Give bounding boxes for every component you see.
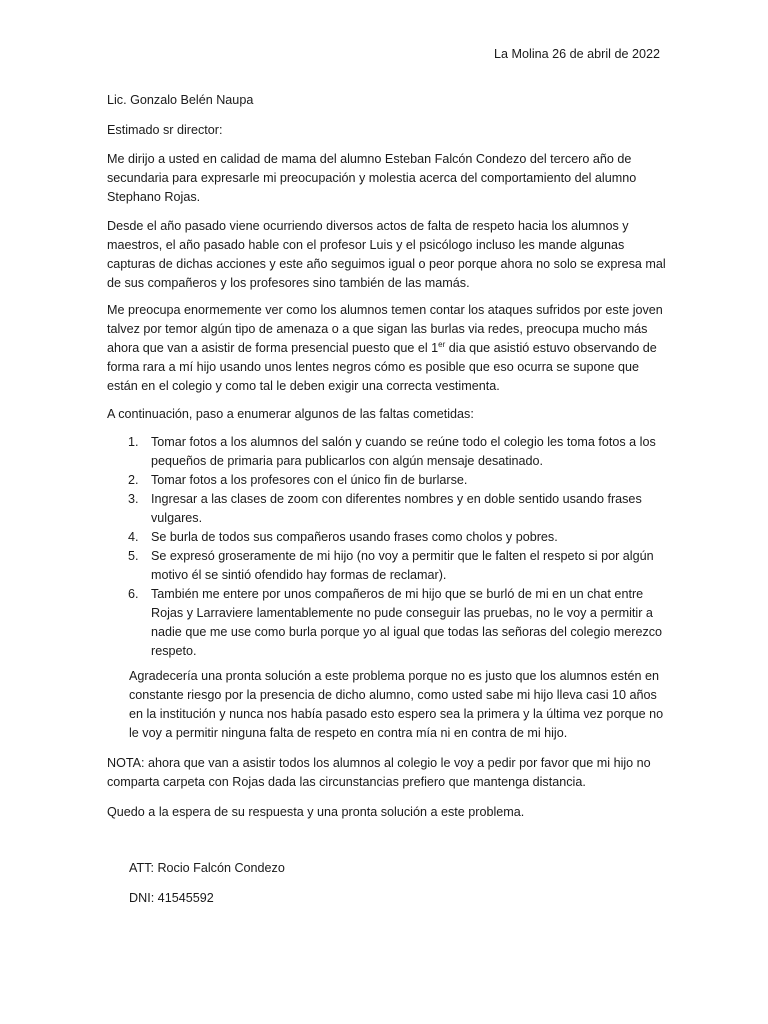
- list-item: [107, 490, 667, 528]
- list-item-number: 6.: [128, 587, 139, 601]
- paragraph-history: Desde el año pasado viene ocurriendo diversos actos de falta de respeto hacia los alumnos y maestros, el año pasado hable con el profesor Luis y el psicólogo incluso les mande algunas capturas de dichas acciones y este año seguimos igual o peor porque ahora no solo se expresa mal de sus compañeros y los profesores sino también de las mamás.: [107, 219, 666, 290]
- date-line: La Molina 26 de abril de 2022: [494, 47, 660, 61]
- signature-att: ATT: Rocio Falcón Condezo: [129, 861, 285, 875]
- list-item-text: Se expresó groseramente de mi hijo (no voy a permitir que le falten el respeto si por algún motivo él se sintió ofendido hay formas de reclamar).: [151, 549, 654, 582]
- paragraph-concern: [107, 301, 667, 396]
- list-intro: A continuación, paso a enumerar algunos de las faltas cometidas:: [107, 407, 474, 421]
- signature-dni: DNI: 41545592: [129, 891, 214, 905]
- list-item: [107, 585, 667, 661]
- awaiting-response: Quedo a la espera de su respuesta y una pronta solución a este problema.: [107, 805, 525, 819]
- closing-paragraph: Agradecería una pronta solución a este problema porque no es justo que los alumnos estén en constante riesgo por la presencia de dicho alumno, como usted sabe mi hijo lleva casi 10 años en la institución y nunca nos había pasado esto espero sea la primera y la última vez porque no le voy a permitir ninguna falta de respeto en contra mía ni en contra de mi hijo.: [129, 669, 664, 740]
- list-item-number: 5.: [128, 549, 139, 563]
- ordinal-superscript: er: [438, 340, 446, 349]
- list-item-number: 4.: [128, 530, 139, 544]
- paragraph-concern-part2: dia que asistió estuvo observando de forma rara a mí hijo usando unos lentes negros cómo es posible que eso ocurra se supone que están en el colegio y como tal le deben exigir una correcta vestimenta.: [107, 341, 657, 393]
- list-item-number: 2.: [128, 473, 139, 487]
- faults-list: [107, 433, 667, 661]
- list-item: [107, 547, 667, 585]
- list-item-text: Tomar fotos a los alumnos del salón y cuando se reúne todo el colegio les toma fotos a los pequeños de primaria para publicarlos con algún mensaje desatinado.: [151, 435, 656, 468]
- list-item: [107, 433, 667, 471]
- paragraph-intro: Me dirijo a usted en calidad de mama del alumno Esteban Falcón Condezo del tercero año de secundaria para expresarle mi preocupación y molestia acerca del comportamiento del alumno Stephano Rojas.: [107, 152, 637, 204]
- list-item-number: 3.: [128, 492, 139, 506]
- list-item-text: También me entere por unos compañeros de mi hijo que se burló de mi en un chat entre Rojas y Larraviere lamentablemente no pude conseguir las pruebas, no le voy a permitir a nadie que me use como burla porque yo al igual que todas las señoras del colegio merezco respeto.: [151, 587, 663, 658]
- list-item-text: Ingresar a las clases de zoom con diferentes nombres y en doble sentido usando frases vulgares.: [151, 492, 642, 525]
- recipient-name: Lic. Gonzalo Belén Naupa: [107, 93, 254, 107]
- list-item-text: Se burla de todos sus compañeros usando frases como cholos y pobres.: [151, 530, 558, 544]
- note-paragraph: NOTA: ahora que van a asistir todos los alumnos al colegio le voy a pedir por favor que mi hijo no comparta carpeta con Rojas dada las circunstancias prefiero que mantenga distancia.: [107, 756, 651, 789]
- paragraph-concern-part1: Me preocupa enormemente ver como los alumnos temen contar los ataques sufridos por este joven talvez por temor algún tipo de amenaza o a que sigan las burlas via redes, preocupa mucho más ahora que van a asistir de forma presencial puesto que el 1: [107, 303, 663, 355]
- salutation: Estimado sr director:: [107, 123, 223, 137]
- list-item-number: 1.: [128, 435, 139, 449]
- list-item-text: Tomar fotos a los profesores con el único fin de burlarse.: [151, 473, 468, 487]
- list-item: [107, 471, 667, 490]
- list-item: [107, 528, 667, 547]
